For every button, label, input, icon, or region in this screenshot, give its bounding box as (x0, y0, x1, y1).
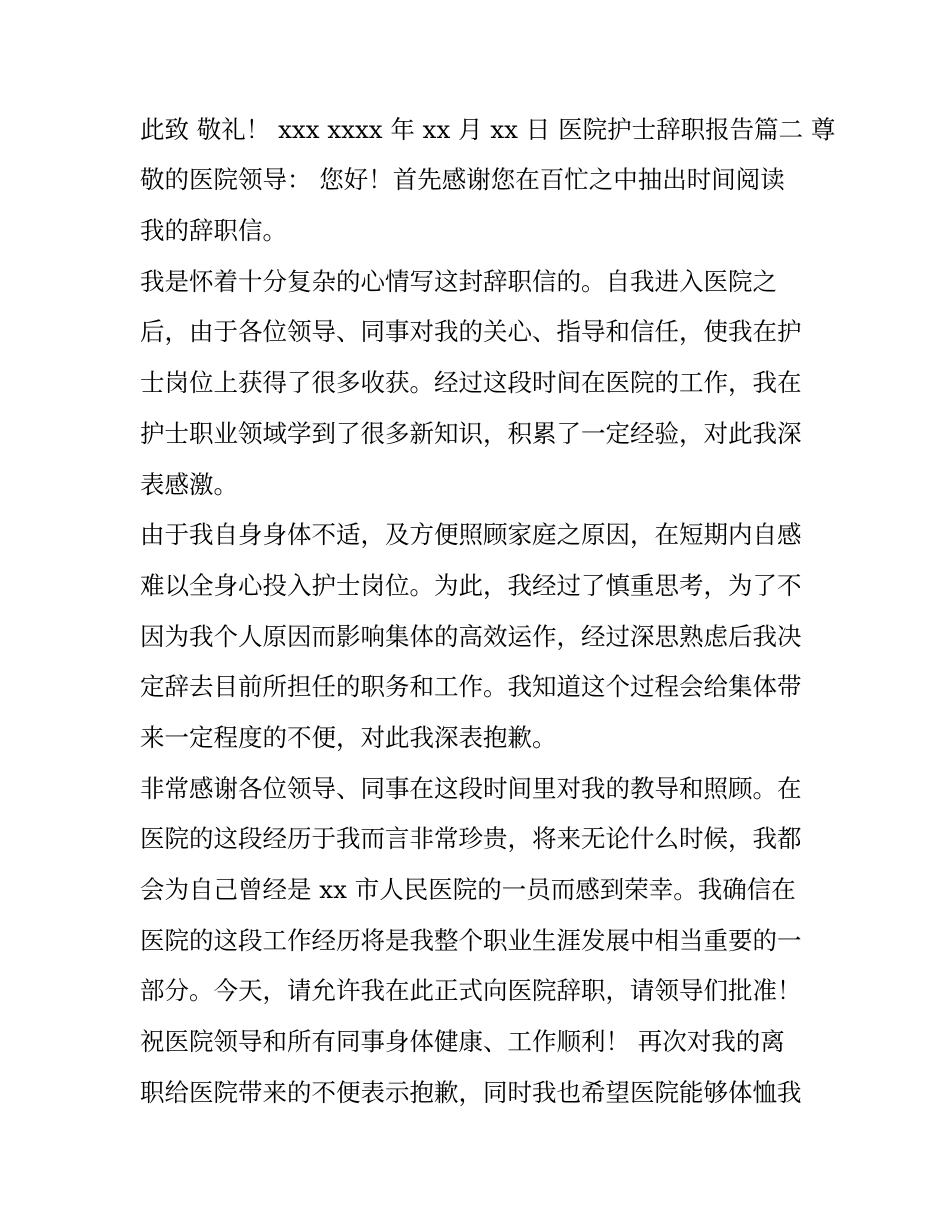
text-line: 来一定程度的不便，对此我深表抱歉。 (140, 723, 557, 752)
text-line: 职给医院带来的不便表示抱歉，同时我也希望医院能够体恤我 (140, 1078, 802, 1107)
text-line: 我的辞职信。 (140, 216, 287, 245)
text-line: 敬的医院领导： 您好！首先感谢您在百忙之中抽出时间阅读 (140, 165, 785, 194)
text-line: 部分。今天，请允许我在此正式向医院辞职，请领导们批准！ (140, 976, 802, 1005)
text-line: 后，由于各位领导、同事对我的关心、指导和信任，使我在护 (140, 317, 802, 346)
text-line: 难以全身心投入护士岗位。为此，我经过了慎重思考，为了不 (140, 571, 802, 600)
text-line: 此致 敬礼！ xxx xxxx 年 xx 月 xx 日 医院护士辞职报告篇二 尊 (140, 115, 836, 144)
text-line: 医院的这段经历于我而言非常珍贵，将来无论什么时候，我都 (140, 824, 802, 853)
text-line: 护士职业领域学到了很多新知识，积累了一定经验，对此我深 (140, 419, 802, 448)
text-line: 非常感谢各位领导、同事在这段时间里对我的教导和照顾。在 (140, 774, 802, 803)
text-line: 祝医院领导和所有同事身体健康、工作顺利！ 再次对我的离 (140, 1027, 785, 1056)
text-line: 因为我个人原因而影响集体的高效运作，经过深思熟虑后我决 (140, 622, 802, 651)
text-line: 定辞去目前所担任的职务和工作。我知道这个过程会给集体带 (140, 672, 802, 701)
text-line: 我是怀着十分复杂的心情写这封辞职信的。自我进入医院之 (140, 267, 777, 296)
text-line: 表感激。 (140, 470, 238, 499)
text-line: 会为自己曾经是 xx 市人民医院的一员而感到荣幸。我确信在 (140, 875, 796, 904)
text-line: 士岗位上获得了很多收获。经过这段时间在医院的工作，我在 (140, 368, 802, 397)
text-line: 医院的这段工作经历将是我整个职业生涯发展中相当重要的一 (140, 926, 802, 955)
text-line: 由于我自身身体不适，及方便照顾家庭之原因，在短期内自感 (140, 520, 802, 549)
